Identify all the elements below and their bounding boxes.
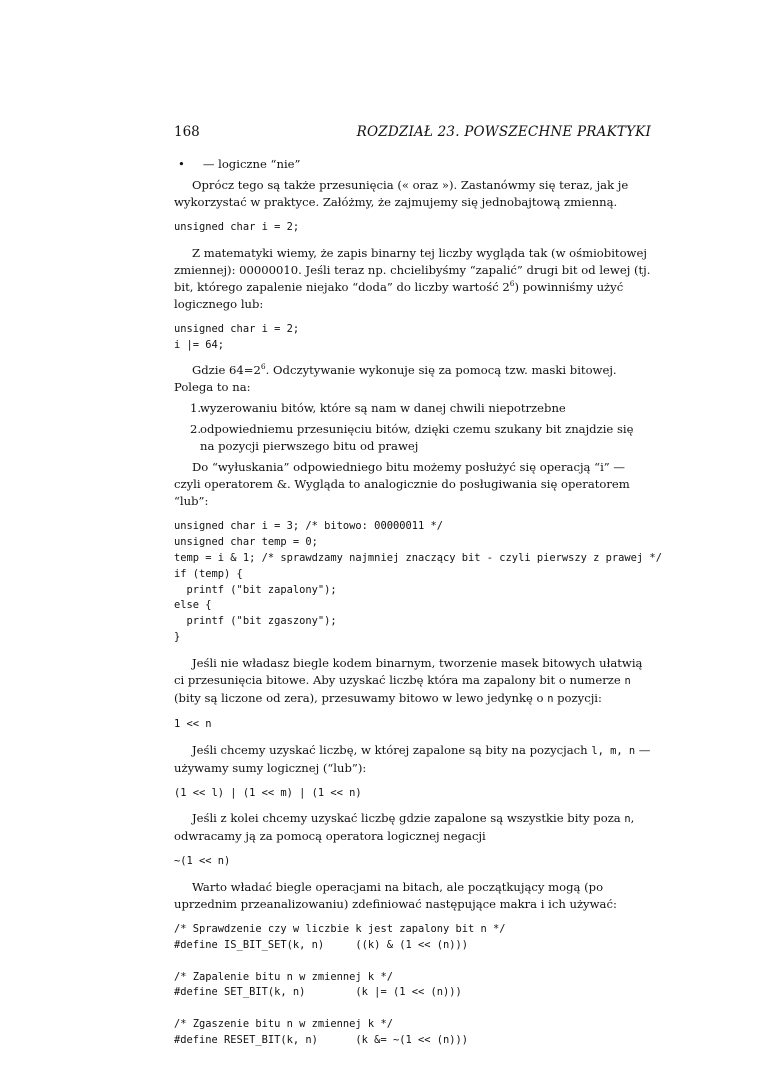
paragraph-shift-mask (174, 655, 651, 708)
code-block-negation: ~(1 << n) (174, 855, 231, 868)
paragraph-text: (bity są liczone od zera), przesuwamy bitowo w lewo jedynkę o (174, 690, 548, 705)
list-number: 2. (190, 422, 202, 437)
paragraph-text: , odwracamy ją za pomocą operatora logicznej negacji (174, 811, 635, 844)
paragraph-text: pozycji: (553, 690, 602, 705)
page-body (174, 156, 662, 1049)
list-text: odpowiedniemu przesunięciu bitów, dzięki czemu szukany bit znajdzie się na pozycji pierwszego bitu od prawej (200, 422, 634, 454)
list-item (174, 421, 651, 455)
inline-code: l, m, n (591, 744, 636, 757)
list-item (174, 400, 651, 417)
paragraph-negation (174, 810, 651, 845)
code-block-or-shifts: (1 << l) | (1 << m) | (1 << n) (174, 786, 362, 799)
code-block-shift: 1 << n (174, 717, 212, 730)
paragraph-multi-bits (174, 742, 651, 777)
bullet-item (174, 156, 651, 173)
paragraph-and: Do “wyłuskania” odpowiedniego bitu możemy posłużyć się operacją “i” — czyli operatorem &. Wygląda to analogicznie do posługiwania się operatorem “lub”: (174, 460, 630, 509)
paragraph-text: — używamy sumy logicznej (“lub”): (174, 742, 651, 775)
code-block-macros: /* Sprawdzenie czy w liczbie k jest zapalony bit n */ #define IS_BIT_SET(k, n) ((k) & (1 << (n))) /* Zapalenie bitu n w zmiennej k */ #define SET_BIT(k, n) (k |= (1 << (n))) /* Zgaszenie bitu n w zmiennej k */ #define RESET_BIT(k, n) (k &= ~(1 << (n))) (174, 923, 506, 1046)
superscript: 6 (509, 278, 515, 288)
code-block-check-bit: unsigned char i = 3; /* bitowo: 00000011 */ unsigned char temp = 0; temp = i & 1; /* sprawdzamy najmniej znaczący bit - czyli pierwszy z prawej */ if (temp) { printf ("bit zapalony"); else { printf ("bit zgaszony"); } (174, 520, 662, 643)
paragraph-mask (174, 362, 651, 396)
code-block-or: unsigned char i = 2; i |= 64; (174, 322, 300, 351)
code-block-declaration: unsigned char i = 2; (174, 221, 300, 233)
running-header (174, 124, 651, 144)
superscript: 6 (260, 362, 266, 372)
inline-code: n (547, 692, 554, 705)
paragraph-mask-text: Gdzie 64=2 (192, 363, 261, 378)
bullet-text: — logiczne “nie” (202, 157, 301, 171)
page-number: 168 (174, 124, 200, 140)
paragraph-macros: Warto władać biegle operacjami na bitach, ale początkujący mogą (po uprzednim przeanalizowaniu) zdefiniować następujące makra i ich używać: (174, 880, 617, 912)
list-number: 1. (190, 401, 202, 416)
chapter-title: ROZDZIAŁ 23. POWSZECHNE PRAKTYKI (356, 124, 651, 140)
paragraph-text: Jeśli z kolei chcemy uzyskać liczbę gdzie zapalone są wszystkie bity poza (192, 811, 625, 826)
paragraph-binary (174, 245, 651, 313)
paragraph-text: Jeśli nie władasz biegle kodem binarnym, tworzenie masek bitowych ułatwią ci przesunięcia bitowe. Aby uzyskać liczbę która ma zapalony bit o numerze (174, 655, 643, 687)
paragraph-text: Jeśli chcemy uzyskać liczbę, w której zapalone są bity na pozycjach (192, 742, 592, 757)
bullet-symbol: • (178, 157, 185, 171)
inline-code: n (624, 674, 631, 687)
paragraph-binary-text: Z matematyki wiemy, że zapis binarny tej liczby wygląda tak (w ośmiobitowej zmiennej): 00000010. Jeśli teraz np. chcielibyśmy “zapalić” drugi bit od lewej (tj. bit, którego zapalenie niejako “doda” do liczby wartość 2 (174, 245, 651, 294)
list-text: wyzerowaniu bitów, które są nam w danej chwili niepotrzebne (200, 401, 566, 416)
paragraph-binary-end: ) powinniśmy użyć logicznego lub: (174, 279, 624, 311)
paragraph-shifts: Oprócz tego są także przesunięcia (« oraz »). Zastanówmy się teraz, jak je wykorzystać w praktyce. Załóżmy, że zajmujemy się jednobajtową zmienną. (174, 178, 629, 209)
paragraph-mask-end: . Odczytywanie wykonuje się za pomocą tzw. maski bitowej. Polega to na: (174, 363, 617, 395)
inline-code: n (624, 813, 631, 826)
